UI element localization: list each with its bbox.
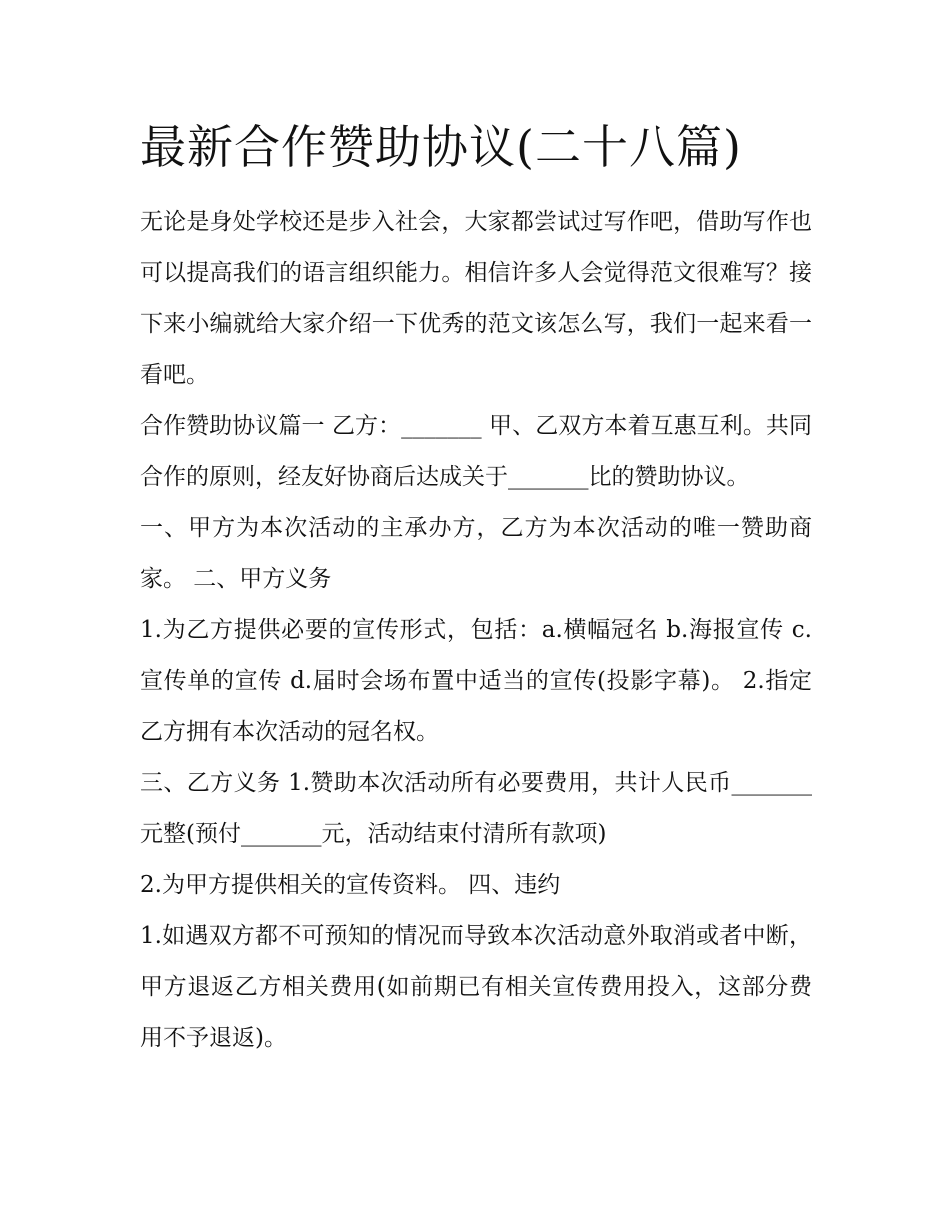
party-a-obligations-paragraph: 1.为乙方提供必要的宣传形式，包括：a.横幅冠名 b.海报宣传 c.宣传单的宣传 d.届时会场布置中适当的宣传(投影字幕)。 2.指定乙方拥有本次活动的冠名权。 — [140, 617, 812, 745]
agreement-opening-paragraph: 合作赞助协议篇一 乙方：_______ 甲、乙双方本着互惠互利。共同合作的原则，经友好协商后达成关于_______比的赞助协议。 — [140, 413, 812, 490]
party-b-obligations-paragraph: 三、乙方义务 1.赞助本次活动所有必要费用，共计人民币_______元整(预付_______元，活动结束付清所有款项) — [140, 770, 812, 847]
document-title: 最新合作赞助协议(二十八篇) — [140, 120, 742, 174]
clause-one-paragraph: 一、甲方为本次活动的主承办方，乙方为本次活动的唯一赞助商家。 二、甲方义务 — [140, 515, 812, 592]
document-body — [140, 197, 812, 1064]
breach-clause-paragraph: 1.如遇双方都不可预知的情况而导致本次活动意外取消或者中断，甲方退返乙方相关费用(如前期已有相关宣传费用投入，这部分费用不予退返)。 — [140, 923, 812, 1051]
promo-materials-paragraph: 2.为甲方提供相关的宣传资料。 四、违约 — [140, 872, 561, 898]
intro-paragraph: 无论是身处学校还是步入社会，大家都尝试过写作吧，借助写作也可以提高我们的语言组织能力。相信许多人会觉得范文很难写？接下来小编就给大家介绍一下优秀的范文该怎么写，我们一起来看一看吧。 — [140, 209, 812, 388]
